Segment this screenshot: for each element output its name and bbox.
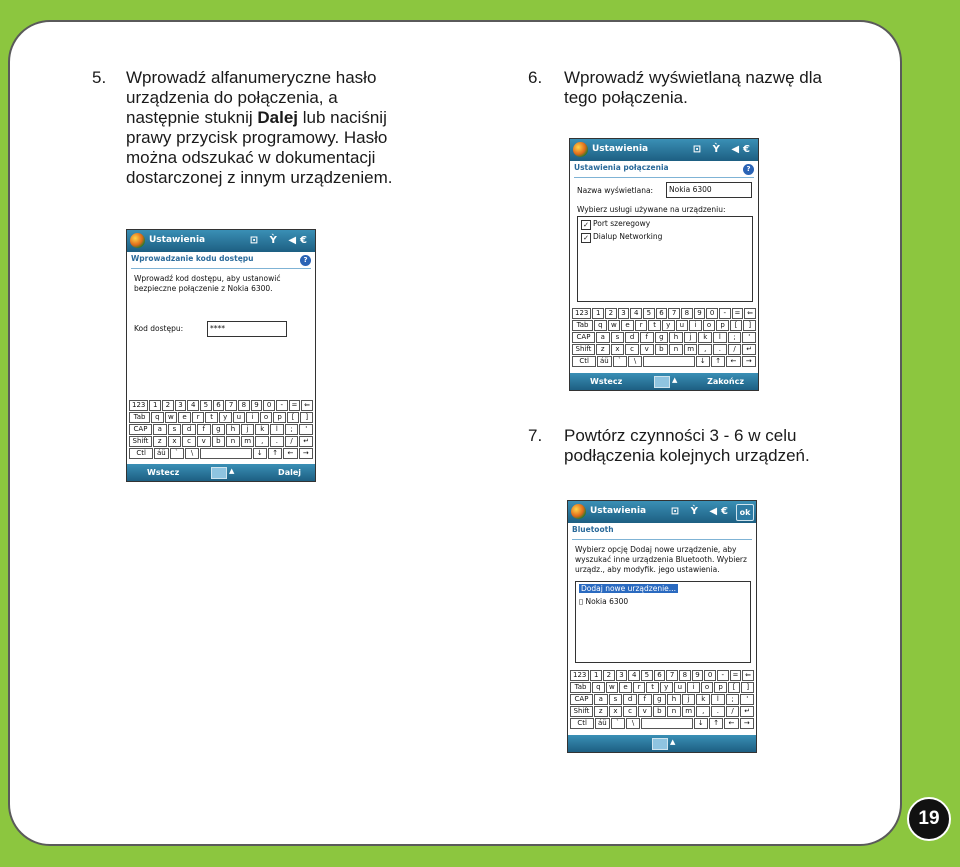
- keyboard-key[interactable]: 3: [618, 308, 630, 319]
- keyboard-key[interactable]: 7: [666, 670, 678, 681]
- keyboard-key[interactable]: 4: [187, 400, 199, 411]
- keyboard-key[interactable]: u: [233, 412, 246, 423]
- keyboard-key[interactable]: y: [662, 320, 675, 331]
- keyboard-key[interactable]: [641, 718, 692, 729]
- keyboard-key[interactable]: 9: [251, 400, 263, 411]
- keyboard-key[interactable]: 123: [570, 670, 589, 681]
- keyboard-key[interactable]: 5: [643, 308, 655, 319]
- keyboard-key[interactable]: ]: [300, 412, 313, 423]
- keyboard-key[interactable]: ←: [724, 718, 738, 729]
- instruction-line: Wybierz opcję Dodaj nowe urządzenie, aby: [575, 545, 737, 554]
- keyboard-key[interactable]: x: [168, 436, 182, 447]
- status-icons: ⊡ Ỳ ◀€: [692, 144, 754, 155]
- keyboard-key[interactable]: b: [653, 706, 667, 717]
- keyboard-key[interactable]: p: [714, 682, 727, 693]
- step-number: 7.: [528, 426, 543, 445]
- keyboard-key[interactable]: Ctl: [570, 718, 594, 729]
- keyboard-key[interactable]: g: [655, 332, 669, 343]
- keyboard-key[interactable]: f: [197, 424, 211, 435]
- instruction-line: Wprowadź kod dostępu, aby ustanowić: [134, 274, 281, 283]
- window-title: Ustawienia: [592, 144, 649, 154]
- keyboard-key[interactable]: i: [246, 412, 259, 423]
- keyboard-key[interactable]: 3: [175, 400, 187, 411]
- keyboard-key[interactable]: Ctl: [129, 448, 153, 459]
- device-item[interactable]: [576, 595, 750, 608]
- keyboard-key[interactable]: -: [276, 400, 288, 411]
- status-icons: ⊡ Ỳ ◀€: [670, 506, 732, 517]
- keyboard-key[interactable]: →: [740, 718, 754, 729]
- passcode-label: Kod dostępu:: [134, 324, 184, 333]
- keyboard-key[interactable]: m: [241, 436, 255, 447]
- instruction-line: wyszukać inne urządzenia Bluetooth. Wybierz: [575, 555, 747, 564]
- keyboard-key[interactable]: 8: [681, 308, 693, 319]
- keyboard-key[interactable]: -: [719, 308, 731, 319]
- keyboard-row: [129, 412, 313, 423]
- keyboard-key[interactable]: [: [287, 412, 300, 423]
- keyboard-key[interactable]: ;: [728, 332, 742, 343]
- keyboard-key[interactable]: `: [170, 448, 184, 459]
- keyboard-key[interactable]: s: [609, 694, 623, 705]
- keyboard-key[interactable]: d: [182, 424, 196, 435]
- keyboard-key[interactable]: j: [684, 332, 698, 343]
- keyboard-key[interactable]: r: [192, 412, 205, 423]
- window-title: Ustawienia: [149, 235, 206, 245]
- keyboard-key[interactable]: =: [730, 670, 742, 681]
- step-line: prawy przycisk programowy. Hasło: [126, 128, 388, 147]
- keyboard-key[interactable]: \: [628, 356, 642, 367]
- keyboard-key[interactable]: `: [611, 718, 625, 729]
- title-bar: [570, 139, 758, 161]
- step-text: [126, 68, 392, 188]
- step-line: można odszukać w dokumentacji: [126, 148, 376, 167]
- ok-button[interactable]: ok: [736, 504, 754, 521]
- menu-bar: [570, 373, 758, 390]
- keyboard-key[interactable]: ': [299, 424, 313, 435]
- step-line: urządzenia do połączenia, a: [126, 88, 338, 107]
- keyboard-key[interactable]: v: [638, 706, 652, 717]
- input-arrow-icon[interactable]: ▲: [672, 376, 678, 384]
- screen-subtitle: [572, 525, 752, 540]
- keyboard-key[interactable]: Shift: [572, 344, 595, 355]
- keyboard-key[interactable]: z: [594, 706, 608, 717]
- keyboard-key[interactable]: k: [696, 694, 710, 705]
- keyboard-key[interactable]: ←: [283, 448, 297, 459]
- title-bar: [568, 501, 756, 523]
- keyboard-row: [570, 682, 754, 693]
- keyboard-key[interactable]: CAP: [572, 332, 595, 343]
- keyboard-key[interactable]: →: [299, 448, 313, 459]
- window-title: Ustawienia: [590, 506, 647, 516]
- keyboard-key[interactable]: e: [619, 682, 632, 693]
- keyboard-key[interactable]: u: [676, 320, 689, 331]
- keyboard-key[interactable]: ;: [726, 694, 740, 705]
- page-number: 19: [907, 797, 951, 841]
- screen-subtitle: [131, 254, 311, 269]
- display-name-input[interactable]: Nokia 6300: [666, 182, 752, 198]
- keyboard-row: [129, 448, 313, 459]
- keyboard-key[interactable]: o: [260, 412, 273, 423]
- add-device-label: Dodaj nowe urządzenie...: [581, 584, 676, 593]
- keyboard-key[interactable]: CAP: [570, 694, 593, 705]
- keyboard-key[interactable]: ↵: [299, 436, 313, 447]
- keyboard-key[interactable]: Tab: [129, 412, 150, 423]
- keyboard-key[interactable]: ↑: [711, 356, 725, 367]
- keyboard-key[interactable]: t: [648, 320, 661, 331]
- screenshot-bluetooth: [567, 500, 757, 753]
- checkbox-icon[interactable]: ✓: [581, 233, 591, 243]
- help-icon[interactable]: ?: [743, 164, 754, 175]
- keyboard-row: [570, 718, 754, 729]
- keyboard-key[interactable]: 2: [603, 670, 615, 681]
- keyboard-key[interactable]: l: [270, 424, 284, 435]
- keyboard-key[interactable]: 1: [590, 670, 602, 681]
- keyboard-key[interactable]: ,: [255, 436, 269, 447]
- soft-keyboard: [129, 400, 313, 459]
- keyboard-key[interactable]: ⇐: [744, 308, 756, 319]
- keyboard-key[interactable]: [: [730, 320, 743, 331]
- keyboard-key[interactable]: j: [682, 694, 696, 705]
- windows-start-icon[interactable]: [130, 233, 145, 248]
- step-line: tego połączenia.: [564, 88, 688, 107]
- keyboard-icon[interactable]: [652, 738, 668, 750]
- keyboard-key[interactable]: .: [711, 706, 725, 717]
- keyboard-key[interactable]: 9: [692, 670, 704, 681]
- keyboard-key[interactable]: 7: [225, 400, 237, 411]
- input-arrow-icon[interactable]: ▲: [670, 738, 676, 746]
- instruction-text: [134, 274, 280, 294]
- step-number: 5.: [92, 68, 107, 87]
- keyboard-key[interactable]: ⇐: [301, 400, 313, 411]
- keyboard-icon[interactable]: [654, 376, 670, 388]
- keyboard-key[interactable]: 6: [656, 308, 668, 319]
- keyboard-key[interactable]: n: [669, 344, 683, 355]
- keyboard-key[interactable]: f: [638, 694, 652, 705]
- keyboard-key[interactable]: w: [608, 320, 621, 331]
- keyboard-key[interactable]: 123: [572, 308, 591, 319]
- keyboard-key[interactable]: ,: [696, 706, 710, 717]
- keyboard-key[interactable]: i: [687, 682, 700, 693]
- keyboard-key[interactable]: [: [728, 682, 741, 693]
- keyboard-key[interactable]: ': [742, 332, 756, 343]
- keyboard-key[interactable]: ,: [698, 344, 712, 355]
- keyboard-key[interactable]: ]: [741, 682, 754, 693]
- keyboard-key[interactable]: Tab: [572, 320, 593, 331]
- device-label: Nokia 6300: [585, 597, 629, 606]
- keyboard-key[interactable]: 6: [654, 670, 666, 681]
- keyboard-key[interactable]: 0: [706, 308, 718, 319]
- step-text: [564, 68, 822, 108]
- keyboard-key[interactable]: l: [713, 332, 727, 343]
- keyboard-row: [129, 424, 313, 435]
- keyboard-key[interactable]: z: [153, 436, 167, 447]
- keyboard-key[interactable]: m: [684, 344, 698, 355]
- keyboard-key[interactable]: r: [633, 682, 646, 693]
- keyboard-key[interactable]: d: [625, 332, 639, 343]
- keyboard-key[interactable]: 4: [630, 308, 642, 319]
- step-line: dostarczonej z innym urządzeniem.: [126, 168, 393, 187]
- keyboard-key[interactable]: p: [716, 320, 729, 331]
- keyboard-key[interactable]: ↓: [253, 448, 267, 459]
- keyboard-key[interactable]: e: [178, 412, 191, 423]
- soft-keyboard: [570, 670, 754, 729]
- keyboard-key[interactable]: o: [703, 320, 716, 331]
- menu-bar: [568, 735, 756, 752]
- keyboard-key[interactable]: ;: [285, 424, 299, 435]
- keyboard-key[interactable]: z: [596, 344, 610, 355]
- back-softkey[interactable]: Wstecz: [590, 377, 623, 386]
- subtitle-text: Wprowadzanie kodu dostępu: [131, 254, 254, 263]
- keyboard-key[interactable]: 4: [628, 670, 640, 681]
- service-item[interactable]: [578, 217, 752, 230]
- step-line: Wprowadź alfanumeryczne hasło: [126, 68, 377, 87]
- services-label: Wybierz usługi używane na urządzeniu:: [577, 205, 726, 214]
- keyboard-key[interactable]: w: [606, 682, 619, 693]
- keyboard-key[interactable]: /: [726, 706, 740, 717]
- passcode-input[interactable]: ****: [207, 321, 287, 337]
- keyboard-key[interactable]: →: [742, 356, 756, 367]
- keyboard-key[interactable]: 1: [149, 400, 161, 411]
- keyboard-key[interactable]: j: [241, 424, 255, 435]
- keyboard-key[interactable]: 6: [213, 400, 225, 411]
- keyboard-key[interactable]: y: [660, 682, 673, 693]
- keyboard-key[interactable]: Shift: [570, 706, 593, 717]
- step-7: [528, 426, 898, 470]
- keyboard-key[interactable]: o: [701, 682, 714, 693]
- add-device-item[interactable]: [576, 582, 750, 595]
- keyboard-key[interactable]: ↑: [268, 448, 282, 459]
- keyboard-key[interactable]: w: [165, 412, 178, 423]
- keyboard-key[interactable]: f: [640, 332, 654, 343]
- keyboard-key[interactable]: s: [168, 424, 182, 435]
- step-6: [528, 68, 898, 112]
- keyboard-key[interactable]: v: [640, 344, 654, 355]
- keyboard-key[interactable]: 2: [162, 400, 174, 411]
- keyboard-key[interactable]: 8: [679, 670, 691, 681]
- keyboard-key[interactable]: q: [592, 682, 605, 693]
- keyboard-key[interactable]: s: [611, 332, 625, 343]
- keyboard-key[interactable]: -: [717, 670, 729, 681]
- keyboard-key[interactable]: q: [151, 412, 164, 423]
- keyboard-key[interactable]: CAP: [129, 424, 152, 435]
- keyboard-key[interactable]: k: [255, 424, 269, 435]
- keyboard-row: [570, 670, 754, 681]
- keyboard-key[interactable]: =: [732, 308, 744, 319]
- keyboard-key[interactable]: m: [682, 706, 696, 717]
- keyboard-key[interactable]: n: [226, 436, 240, 447]
- help-icon[interactable]: ?: [300, 255, 311, 266]
- keyboard-key[interactable]: Ctl: [572, 356, 596, 367]
- keyboard-key[interactable]: ↓: [696, 356, 710, 367]
- subtitle-text: Bluetooth: [572, 525, 614, 534]
- finish-softkey[interactable]: Zakończ: [707, 377, 744, 386]
- keyboard-key[interactable]: b: [655, 344, 669, 355]
- phone-icon: ▯: [579, 597, 586, 606]
- menu-bar: [127, 464, 315, 481]
- soft-keyboard: [572, 308, 756, 367]
- keyboard-key[interactable]: áü: [595, 718, 609, 729]
- keyboard-row: [572, 320, 756, 331]
- keyboard-key[interactable]: áü: [154, 448, 168, 459]
- keyboard-key[interactable]: ↵: [742, 344, 756, 355]
- keyboard-key[interactable]: 0: [263, 400, 275, 411]
- keyboard-key[interactable]: i: [689, 320, 702, 331]
- service-label: Dialup Networking: [593, 232, 663, 241]
- keyboard-key[interactable]: c: [623, 706, 637, 717]
- keyboard-key[interactable]: a: [594, 694, 608, 705]
- keyboard-key[interactable]: a: [153, 424, 167, 435]
- step-text: [564, 426, 810, 466]
- screenshot-connection-settings: [569, 138, 759, 391]
- step-number: 6.: [528, 68, 543, 87]
- services-list: [577, 216, 753, 302]
- keyboard-key[interactable]: 5: [200, 400, 212, 411]
- keyboard-key[interactable]: a: [596, 332, 610, 343]
- checkbox-icon[interactable]: ✓: [581, 220, 591, 230]
- keyboard-key[interactable]: [643, 356, 694, 367]
- keyboard-key[interactable]: h: [226, 424, 240, 435]
- keyboard-row: [572, 308, 756, 319]
- display-name-label: Nazwa wyświetlana:: [577, 186, 654, 195]
- keyboard-key[interactable]: [200, 448, 251, 459]
- keyboard-key[interactable]: x: [609, 706, 623, 717]
- keyboard-key[interactable]: h: [669, 332, 683, 343]
- keyboard-row: [572, 356, 756, 367]
- step-line: Wprowadź wyświetlaną nazwę dla: [564, 68, 822, 87]
- keyboard-key[interactable]: =: [289, 400, 301, 411]
- keyboard-key[interactable]: 1: [592, 308, 604, 319]
- keyboard-key[interactable]: b: [212, 436, 226, 447]
- keyboard-key[interactable]: q: [594, 320, 607, 331]
- keyboard-key[interactable]: 3: [616, 670, 628, 681]
- keyboard-row: [570, 706, 754, 717]
- keyboard-row: [572, 344, 756, 355]
- keyboard-key[interactable]: u: [674, 682, 687, 693]
- screenshot-passcode: [126, 229, 316, 482]
- keyboard-key[interactable]: t: [205, 412, 218, 423]
- instruction-line: bezpieczne połączenie z Nokia 6300.: [134, 284, 273, 293]
- keyboard-key[interactable]: k: [698, 332, 712, 343]
- keyboard-key[interactable]: .: [270, 436, 284, 447]
- keyboard-key[interactable]: áü: [597, 356, 611, 367]
- keyboard-key[interactable]: ': [740, 694, 754, 705]
- keyboard-key[interactable]: \: [626, 718, 640, 729]
- keyboard-key[interactable]: n: [667, 706, 681, 717]
- service-label: Port szeregowy: [593, 219, 651, 228]
- instruction-line: urządz., aby modyfik. jego ustawienia.: [575, 565, 720, 574]
- keyboard-key[interactable]: ↑: [709, 718, 723, 729]
- keyboard-key[interactable]: c: [625, 344, 639, 355]
- keyboard-key[interactable]: .: [713, 344, 727, 355]
- keyboard-row: [129, 400, 313, 411]
- step-line: Powtórz czynności 3 - 6 w celu: [564, 426, 797, 445]
- keyboard-row: [572, 332, 756, 343]
- keyboard-key[interactable]: Tab: [570, 682, 591, 693]
- step-5: [92, 68, 472, 198]
- keyboard-key[interactable]: e: [621, 320, 634, 331]
- keyboard-key[interactable]: d: [623, 694, 637, 705]
- keyboard-key[interactable]: ↓: [694, 718, 708, 729]
- keyboard-key[interactable]: ↵: [740, 706, 754, 717]
- subtitle-text: Ustawienia połączenia: [574, 163, 669, 172]
- keyboard-key[interactable]: 8: [238, 400, 250, 411]
- keyboard-key[interactable]: Shift: [129, 436, 152, 447]
- keyboard-key[interactable]: 2: [605, 308, 617, 319]
- keyboard-key[interactable]: 123: [129, 400, 148, 411]
- keyboard-key[interactable]: v: [197, 436, 211, 447]
- back-softkey[interactable]: Wstecz: [147, 468, 180, 477]
- keyboard-key[interactable]: `: [613, 356, 627, 367]
- keyboard-key[interactable]: p: [273, 412, 286, 423]
- windows-start-icon[interactable]: [571, 504, 586, 519]
- keyboard-key[interactable]: /: [728, 344, 742, 355]
- windows-start-icon[interactable]: [573, 142, 588, 157]
- keyboard-key[interactable]: h: [667, 694, 681, 705]
- keyboard-key[interactable]: 7: [668, 308, 680, 319]
- keyboard-key[interactable]: t: [646, 682, 659, 693]
- screen-subtitle: [574, 163, 754, 178]
- instruction-text: [575, 545, 747, 575]
- keyboard-key[interactable]: g: [212, 424, 226, 435]
- keyboard-key[interactable]: x: [611, 344, 625, 355]
- keyboard-row: [570, 694, 754, 705]
- keyboard-row: [129, 436, 313, 447]
- keyboard-key[interactable]: 5: [641, 670, 653, 681]
- keyboard-key[interactable]: \: [185, 448, 199, 459]
- keyboard-key[interactable]: l: [711, 694, 725, 705]
- next-softkey[interactable]: Dalej: [278, 468, 301, 477]
- status-icons: ⊡ Ỳ ◀€: [249, 235, 311, 246]
- keyboard-key[interactable]: ←: [726, 356, 740, 367]
- input-arrow-icon[interactable]: ▲: [229, 467, 235, 475]
- step-line: podłączenia kolejnych urządzeń.: [564, 446, 810, 465]
- keyboard-key[interactable]: ⇐: [742, 670, 754, 681]
- keyboard-icon[interactable]: [211, 467, 227, 479]
- step-line: następnie stuknij Dalej lub naciśnij: [126, 108, 387, 127]
- device-list: [575, 581, 751, 663]
- keyboard-key[interactable]: r: [635, 320, 648, 331]
- keyboard-key[interactable]: ]: [743, 320, 756, 331]
- title-bar: [127, 230, 315, 252]
- keyboard-key[interactable]: /: [285, 436, 299, 447]
- keyboard-key[interactable]: g: [653, 694, 667, 705]
- keyboard-key[interactable]: y: [219, 412, 232, 423]
- service-item[interactable]: [578, 230, 752, 243]
- keyboard-key[interactable]: c: [182, 436, 196, 447]
- keyboard-key[interactable]: 9: [694, 308, 706, 319]
- keyboard-key[interactable]: 0: [704, 670, 716, 681]
